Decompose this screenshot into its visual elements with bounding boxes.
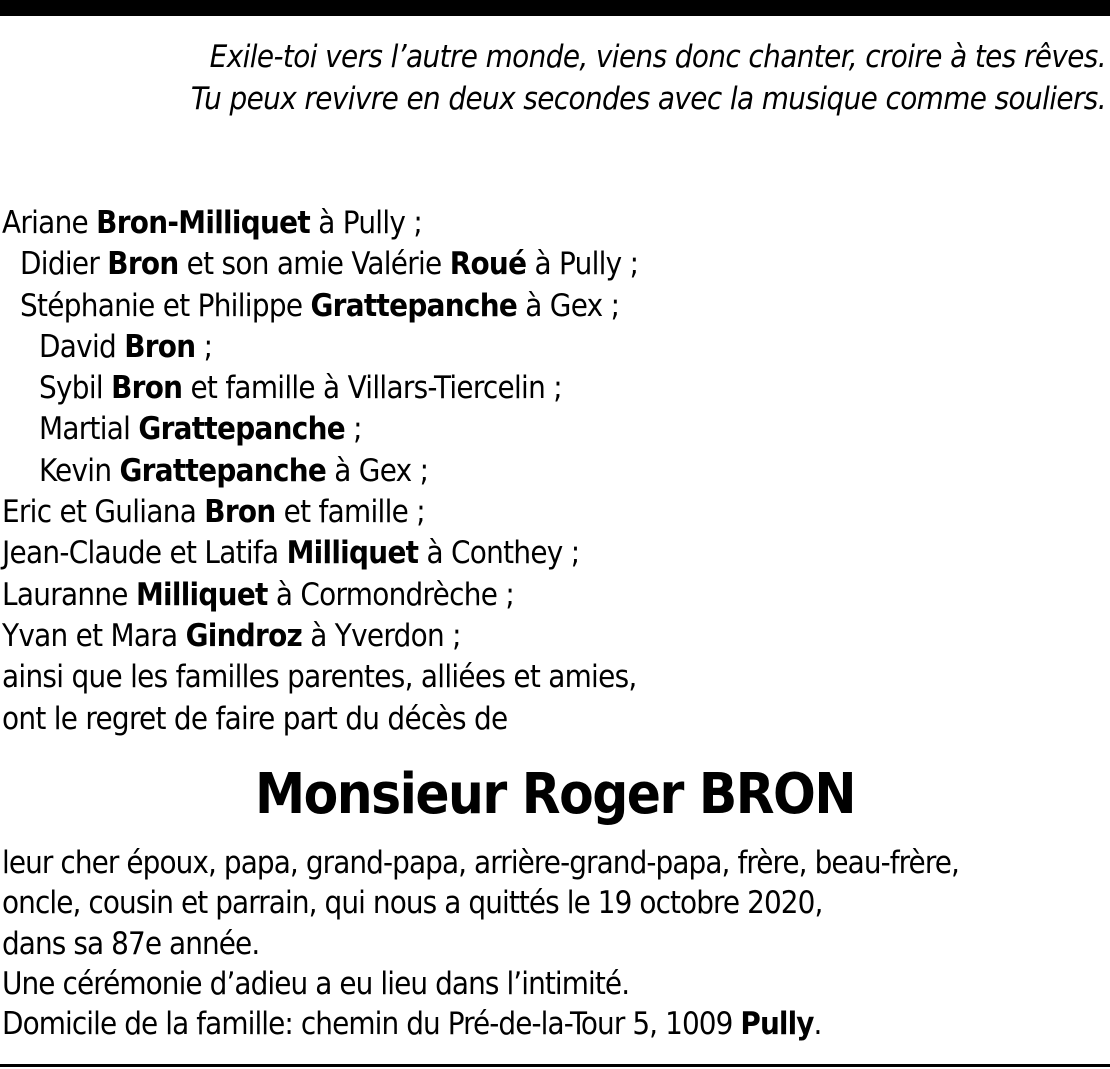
family-member-line: Kevin Grattepanche à Gex ; (39, 452, 429, 489)
family-member-line: Didier Bron et son amie Valérie Roué à Pully ; (20, 246, 639, 283)
closing-line: dans sa 87e année. (2, 925, 260, 962)
family-surname: Bron (204, 494, 276, 531)
family-surname: Grattepanche (119, 452, 327, 489)
ceremony-line: Une cérémonie d’adieu a eu lieu dans l’intimité. (2, 965, 630, 1002)
epigraph-line: Exile-toi vers l’autre monde, viens donc chanter, croire à tes rêves. (209, 39, 1106, 75)
closing-line: leur cher époux, papa, grand-papa, arrière-grand-papa, frère, beau-frère, (2, 845, 959, 881)
family-surname: Roué (449, 246, 527, 283)
family-surname: Bron (111, 370, 183, 407)
family-member-line: Jean-Claude et Latifa Milliquet à Conthey ; (2, 535, 580, 572)
family-member-line: Ariane Bron-Milliquet à Pully ; (2, 205, 423, 241)
family-members-list (2, 203, 638, 740)
address-city: Pully (740, 1006, 814, 1043)
family-surname: Milliquet (135, 576, 268, 613)
epigraph-quote (191, 36, 1106, 120)
deceased-name-heading: Monsieur Roger BRON (254, 762, 856, 827)
closing-line: oncle, cousin et parrain, qui nous a quittés le 19 octobre 2020, (2, 885, 823, 922)
family-surname: Bron-Milliquet (96, 205, 311, 241)
family-surname: Gindroz (185, 617, 303, 654)
family-member-line: Stéphanie et Philippe Grattepanche à Gex ; (20, 287, 620, 324)
top-border-rule (0, 0, 1110, 16)
bottom-border-rule (0, 1064, 1110, 1067)
family-surname: Grattepanche (310, 287, 518, 324)
closing-paragraph (2, 843, 959, 1044)
family-member-line: Martial Grattepanche ; (39, 411, 362, 448)
family-surname: Grattepanche (138, 411, 345, 448)
announcement-line: ont le regret de faire part du décès de (2, 700, 508, 737)
family-address-line: Domicile de la famille: chemin du Pré-de-la-Tour 5, 1009 Pully. (2, 1006, 822, 1043)
family-surname: Bron (107, 246, 179, 283)
family-member-line: Yvan et Mara Gindroz à Yverdon ; (2, 617, 461, 654)
relatives-line: ainsi que les familles parentes, alliées et amies, (2, 659, 637, 696)
epigraph-line: Tu peux revivre en deux secondes avec la musique comme souliers. (190, 81, 1106, 117)
family-member-line: Lauranne Milliquet à Cormondrèche ; (2, 576, 515, 613)
family-surname: Bron (124, 328, 196, 365)
family-member-line: David Bron ; (39, 328, 213, 365)
family-member-line: Eric et Guliana Bron et famille ; (2, 494, 425, 531)
family-member-line: Sybil Bron et famille à Villars-Tiercelin ; (39, 370, 562, 407)
family-surname: Milliquet (286, 535, 419, 572)
